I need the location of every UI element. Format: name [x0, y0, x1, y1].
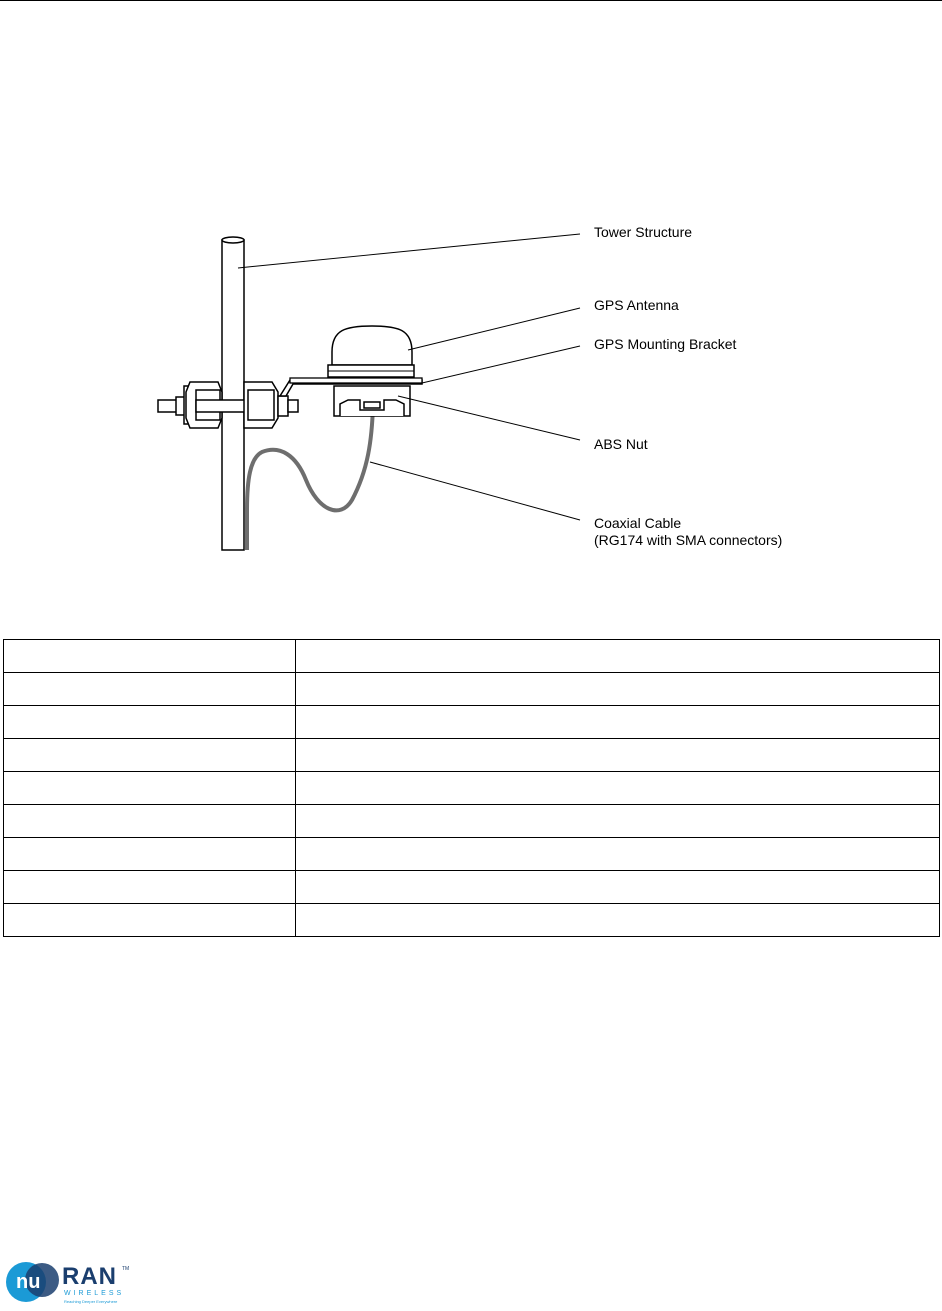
table-cell: [4, 904, 296, 937]
table-cell: [296, 772, 940, 805]
table-cell: [4, 805, 296, 838]
label-gps-mounting-bracket: GPS Mounting Bracket: [594, 336, 737, 352]
table-row: [4, 772, 940, 805]
table-cell: [4, 706, 296, 739]
gps-mounting-diagram: [0, 0, 942, 600]
table-cell: [296, 640, 940, 673]
table-cell: [296, 739, 940, 772]
table-cell: [296, 838, 940, 871]
table-cell: [4, 772, 296, 805]
table-cell: [4, 739, 296, 772]
logo-text-ran: RAN: [62, 1263, 117, 1290]
table-cell: [4, 673, 296, 706]
tower-pole: [222, 237, 244, 550]
table-cell: [296, 673, 940, 706]
table-cell: [296, 871, 940, 904]
table-row: [4, 706, 940, 739]
table-row: [4, 673, 940, 706]
nuran-wireless-logo: [4, 1256, 154, 1306]
label-abs-nut: ABS Nut: [594, 436, 648, 452]
label-gps-antenna: GPS Antenna: [594, 297, 679, 313]
label-tower-structure: Tower Structure: [594, 224, 693, 240]
gps-mounting-figure: [0, 0, 942, 600]
abs-nut-shape: [334, 386, 410, 416]
table-cell: [4, 871, 296, 904]
logo-text-wireless: WIRELESS: [64, 1290, 125, 1297]
gps-antenna-shape: [328, 326, 414, 377]
logo-mark: [4, 1256, 154, 1306]
table-row: [4, 838, 940, 871]
gps-bracket-plate: [290, 378, 422, 383]
table-cell: [4, 640, 296, 673]
table-row: [4, 640, 940, 673]
table-cell: [296, 805, 940, 838]
label-coaxial-cable-spec: (RG174 with SMA connectors): [594, 532, 783, 548]
label-coaxial-cable: Coaxial Cable: [594, 515, 682, 531]
logo-tagline: Reaching Deeper Everywhere: [64, 1299, 118, 1304]
table-cell: [296, 706, 940, 739]
logo-text-nu: nu: [16, 1271, 41, 1293]
table-cell: [296, 904, 940, 937]
table-cell: [4, 838, 296, 871]
spec-table: [3, 639, 940, 937]
table-row: [4, 871, 940, 904]
table-row: [4, 904, 940, 937]
table-row: [4, 739, 940, 772]
logo-tm: TM: [122, 1266, 130, 1272]
table-row: [4, 805, 940, 838]
